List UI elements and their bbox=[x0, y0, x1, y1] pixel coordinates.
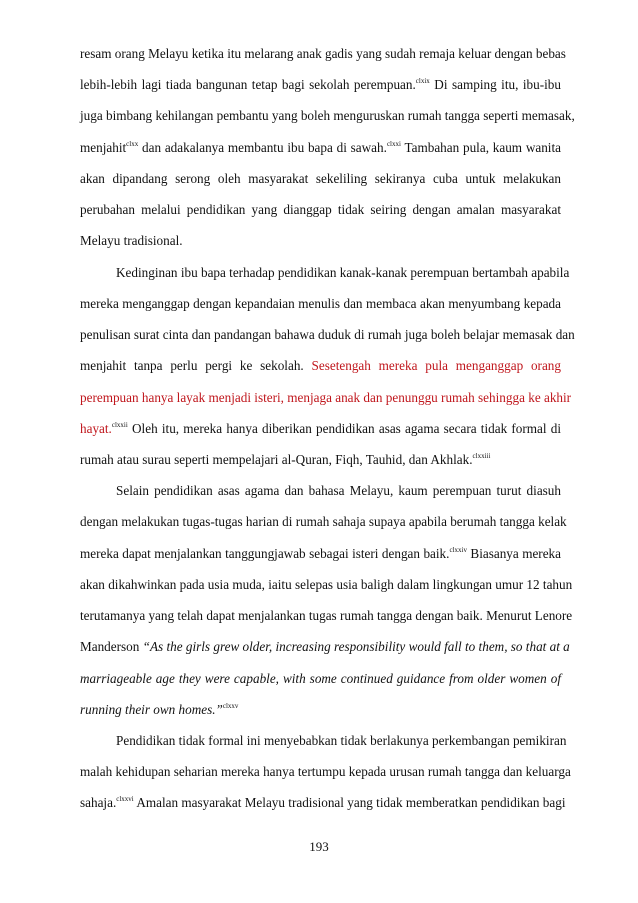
text-line: penulisan surat cinta dan pandangan bahawa duduk di rumah juga boleh belajar memasak dan bbox=[80, 327, 575, 343]
highlighted-text: Sesetengah mereka pula menganggap orang bbox=[311, 358, 561, 374]
text-line bbox=[80, 139, 561, 157]
highlighted-text-line: perempuan hanya layak menjadi isteri, menjaga anak dan penunggu rumah sehingga ke akhir bbox=[80, 389, 572, 405]
footnote-marker[interactable]: clxx bbox=[126, 139, 139, 148]
text-line: mereka menganggap dengan kepandaian menulis dan membaca akan menyumbang kepada bbox=[80, 295, 561, 311]
quote-text: running their own homes.” bbox=[80, 701, 223, 717]
text-line: juga bimbang kehilangan pembantu yang boleh menguruskan rumah tangga seperti memasak, bbox=[80, 108, 575, 124]
text-line: Kedinginan ibu bapa terhadap pendidikan kanak-kanak perempuan bertambah apabila bbox=[116, 264, 570, 280]
text-line bbox=[80, 451, 561, 469]
text-line bbox=[80, 701, 561, 719]
text-span: Di samping itu, ibu-ibu bbox=[429, 77, 561, 93]
quote-text-line: marriageable age they were capable, with some continued guidance from older women of bbox=[80, 670, 561, 686]
footnote-marker[interactable]: clxxiv bbox=[449, 545, 467, 554]
text-line: dengan melakukan tugas-tugas harian di rumah sahaja supaya apabila berumah tangga kelak bbox=[80, 514, 567, 530]
text-line: terutamanya yang telah dapat menjalankan tugas rumah tangga dengan baik. Menurut Lenore bbox=[80, 608, 573, 624]
text-span: Amalan masyarakat Melayu tradisional yang tidak memberatkan pendidikan bagi bbox=[133, 795, 566, 811]
text-line bbox=[80, 545, 561, 563]
text-line bbox=[80, 357, 561, 375]
text-line: akan dikahwinkan pada usia muda, iaitu selepas usia baligh dalam lingkungan umur 12 tahun bbox=[80, 576, 573, 592]
highlighted-text: hayat. bbox=[80, 420, 112, 436]
text-span: Tambahan pula, kaum wanita bbox=[400, 139, 561, 155]
text-span: menjahit tanpa perlu pergi ke sekolah. bbox=[80, 358, 312, 374]
footnote-marker[interactable]: clxxii bbox=[111, 420, 128, 429]
text-line: perubahan melalui pendidikan yang dianggap tidak seiring dengan amalan masyarakat bbox=[80, 202, 561, 218]
text-span: lebih-lebih lagi tiada bangunan tetap bagi sekolah perempuan. bbox=[80, 77, 416, 93]
footnote-marker[interactable]: clxxvi bbox=[116, 795, 134, 804]
text-span: menjahit bbox=[80, 139, 127, 155]
footnote-marker[interactable]: clxxiii bbox=[472, 451, 491, 460]
text-line: resam orang Melayu ketika itu melarang anak gadis yang sudah remaja keluar dengan bebas bbox=[80, 46, 566, 61]
footnote-marker[interactable]: clxxi bbox=[386, 139, 401, 148]
text-line bbox=[80, 794, 566, 812]
footnote-marker[interactable]: clxix bbox=[415, 77, 430, 86]
text-span: sahaja. bbox=[80, 795, 117, 811]
text-line bbox=[80, 638, 570, 656]
text-line: Pendidikan tidak formal ini menyebabkan tidak berlakunya perkembangan pemikiran bbox=[116, 733, 567, 749]
text-span: Oleh itu, mereka hanya diberikan pendidikan asas agama secara tidak formal di bbox=[127, 420, 561, 436]
quote-text: “As the girls grew older, increasing responsibility would fall to them, so that at a bbox=[142, 639, 570, 655]
text-span: rumah atau surau seperti mempelajari al-Quran, Fiqh, Tauhid, dan Akhlak. bbox=[80, 451, 473, 467]
page-number: 193 bbox=[309, 839, 329, 854]
text-span: dan adakalanya membantu ibu bapa di sawah. bbox=[138, 139, 387, 155]
text-line: Melayu tradisional. bbox=[80, 233, 183, 249]
text-line: akan dipandang serong oleh masyarakat sekeliling sekiranya cuba untuk melakukan bbox=[80, 170, 561, 186]
text-span: mereka dapat menjalankan tanggungjawab sebagai isteri dengan baik. bbox=[80, 545, 450, 561]
text-span: Biasanya mereka bbox=[466, 545, 561, 561]
text-line: Selain pendidikan asas agama dan bahasa Melayu, kaum perempuan turut diasuh bbox=[116, 483, 561, 499]
text-line bbox=[80, 76, 561, 94]
text-span: Manderson bbox=[80, 639, 143, 655]
text-line bbox=[80, 420, 561, 438]
footnote-marker[interactable]: clxxv bbox=[222, 701, 239, 710]
text-line: malah kehidupan seharian mereka hanya tertumpu kepada urusan rumah tangga dan keluarga bbox=[80, 764, 571, 780]
